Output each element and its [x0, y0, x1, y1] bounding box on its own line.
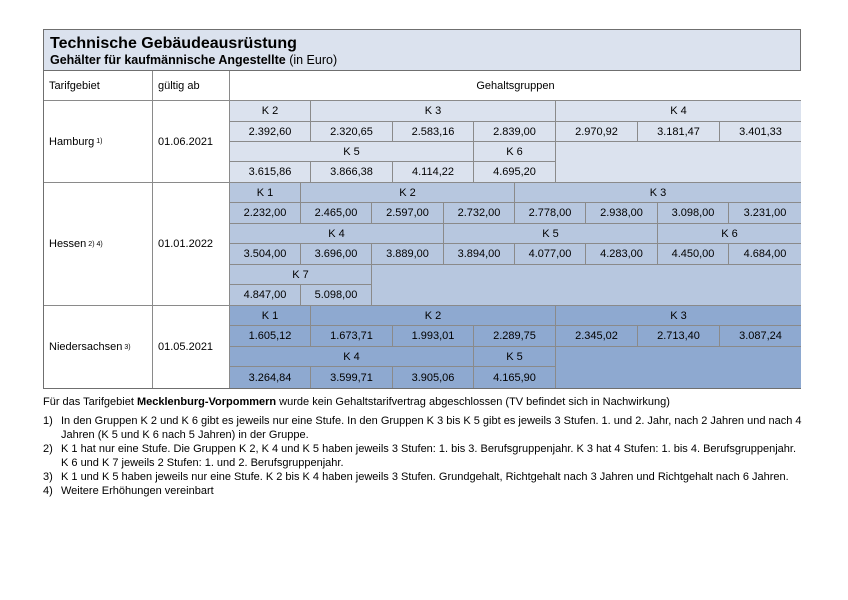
group-label: K 6 [658, 224, 801, 244]
footnote: 1) In den Gruppen K 2 und K 6 gibt es jeweils nur eine Stufe. In den Gruppen K 3 bis K 5 gibt es jeweils 3 Stufen. 1. und 2. Jahr, nach 2 Jahren und nach 4 Jahren (K 5 und K 6 nach 5 Jahren) in der Gruppe. [43, 415, 802, 441]
notes-section [43, 395, 803, 498]
footnote: 4) Weitere Erhöhungen vereinbart [43, 485, 214, 497]
group-label: K 1 [230, 306, 311, 326]
document-subtitle [50, 53, 800, 68]
salary-value: 3.894,00 [444, 244, 515, 265]
salary-value: 1.993,01 [393, 326, 474, 347]
group-label: K 3 [515, 183, 801, 203]
empty-cell [556, 142, 801, 183]
subtitle-unit: (in Euro) [285, 53, 338, 67]
salary-value: 2.345,02 [556, 326, 638, 347]
salary-value: 3.696,00 [301, 244, 372, 265]
header-valid: gültig ab [153, 71, 230, 101]
salary-value: 3.264,84 [230, 367, 311, 388]
group-label: K 4 [556, 101, 801, 122]
salary-value: 2.839,00 [474, 122, 556, 142]
group-label: K 7 [230, 265, 372, 285]
salary-value: 4.450,00 [658, 244, 729, 265]
salary-value: 3.401,33 [720, 122, 801, 142]
footnote: 2) K 1 hat nur eine Stufe. Die Gruppen K 2, K 4 und K 5 haben jeweils 3 Stufen: 1. bis 3. Berufsgruppenjahr. K 3 hat 4 Stufen: 1. bis 4. Berufsgruppenjahr. K 6 und K 7 jeweils 2 Stufen: 1. und 2. Berufsgruppenjahr. [43, 443, 797, 469]
salary-document [43, 29, 801, 389]
group-label: K 2 [230, 101, 311, 122]
salary-value: 4.165,90 [474, 367, 556, 388]
group-label: K 1 [230, 183, 301, 203]
salary-value: 2.938,00 [586, 203, 658, 224]
header-area: Tarifgebiet [44, 71, 153, 101]
salary-value: 2.778,00 [515, 203, 586, 224]
empty-cell [556, 347, 801, 388]
salary-value: 4.847,00 [230, 285, 301, 306]
footer-note: Für das Tarifgebiet Mecklenburg-Vorpommern wurde kein Gehaltstarifvertrag abgeschlossen (TV befindet sich in Nachwirkung) [43, 396, 670, 408]
salary-value: 3.087,24 [720, 326, 801, 347]
footnote: 3) K 1 und K 5 haben jeweils nur eine Stufe. K 2 bis K 4 haben jeweils 3 Stufen. Grundgehalt, Richtgehalt nach 3 Jahren und Richtgehalt nach 6 Jahren. [43, 471, 789, 483]
salary-value: 2.232,00 [230, 203, 301, 224]
salary-value: 3.504,00 [230, 244, 301, 265]
salary-value: 2.970,92 [556, 122, 638, 142]
salary-value: 1.605,12 [230, 326, 311, 347]
row-niedersachsen-date: 01.05.2021 [153, 306, 230, 388]
document-title: Technische Gebäudeausrüstung [50, 35, 297, 52]
row-hessen-name: Hessen 2) 4) [44, 183, 153, 306]
row-niedersachsen-name: Niedersachsen 3) [44, 306, 153, 388]
salary-value: 1.673,71 [311, 326, 393, 347]
header-groups: Gehaltsgruppen [230, 71, 801, 101]
salary-value: 3.231,00 [729, 203, 801, 224]
group-label: K 5 [444, 224, 658, 244]
salary-value: 2.713,40 [638, 326, 720, 347]
group-label: K 3 [556, 306, 801, 326]
salary-value: 3.181,47 [638, 122, 720, 142]
row-hamburg-name: Hamburg 1) [44, 101, 153, 183]
salary-value: 3.905,06 [393, 367, 474, 388]
salary-value: 2.289,75 [474, 326, 556, 347]
salary-value: 4.283,00 [586, 244, 658, 265]
salary-value: 2.320,65 [311, 122, 393, 142]
subtitle-bold: Gehälter für kaufmännische Angestellte [50, 53, 286, 67]
salary-value: 3.866,38 [311, 162, 393, 183]
salary-value: 2.597,00 [372, 203, 444, 224]
group-label: K 5 [474, 347, 556, 367]
salary-value: 3.599,71 [311, 367, 393, 388]
group-label: K 6 [474, 142, 556, 162]
title-box [43, 29, 801, 71]
salary-value: 2.732,00 [444, 203, 515, 224]
group-label: K 4 [230, 224, 444, 244]
group-label: K 3 [311, 101, 556, 122]
salary-value: 3.889,00 [372, 244, 444, 265]
salary-value: 4.695,20 [474, 162, 556, 183]
row-hamburg-date: 01.06.2021 [153, 101, 230, 183]
salary-value: 3.098,00 [658, 203, 729, 224]
row-hessen-date: 01.01.2022 [153, 183, 230, 306]
salary-value: 2.583,16 [393, 122, 474, 142]
empty-cell [372, 265, 801, 306]
salary-value: 4.077,00 [515, 244, 586, 265]
group-label: K 2 [301, 183, 515, 203]
salary-value: 5.098,00 [301, 285, 372, 306]
group-label: K 2 [311, 306, 556, 326]
salary-value: 3.615,86 [230, 162, 311, 183]
salary-value: 2.465,00 [301, 203, 372, 224]
salary-value: 4.114,22 [393, 162, 474, 183]
salary-value: 4.684,00 [729, 244, 801, 265]
salary-value: 2.392,60 [230, 122, 311, 142]
group-label: K 5 [230, 142, 474, 162]
salary-table [43, 71, 801, 389]
group-label: K 4 [230, 347, 474, 367]
